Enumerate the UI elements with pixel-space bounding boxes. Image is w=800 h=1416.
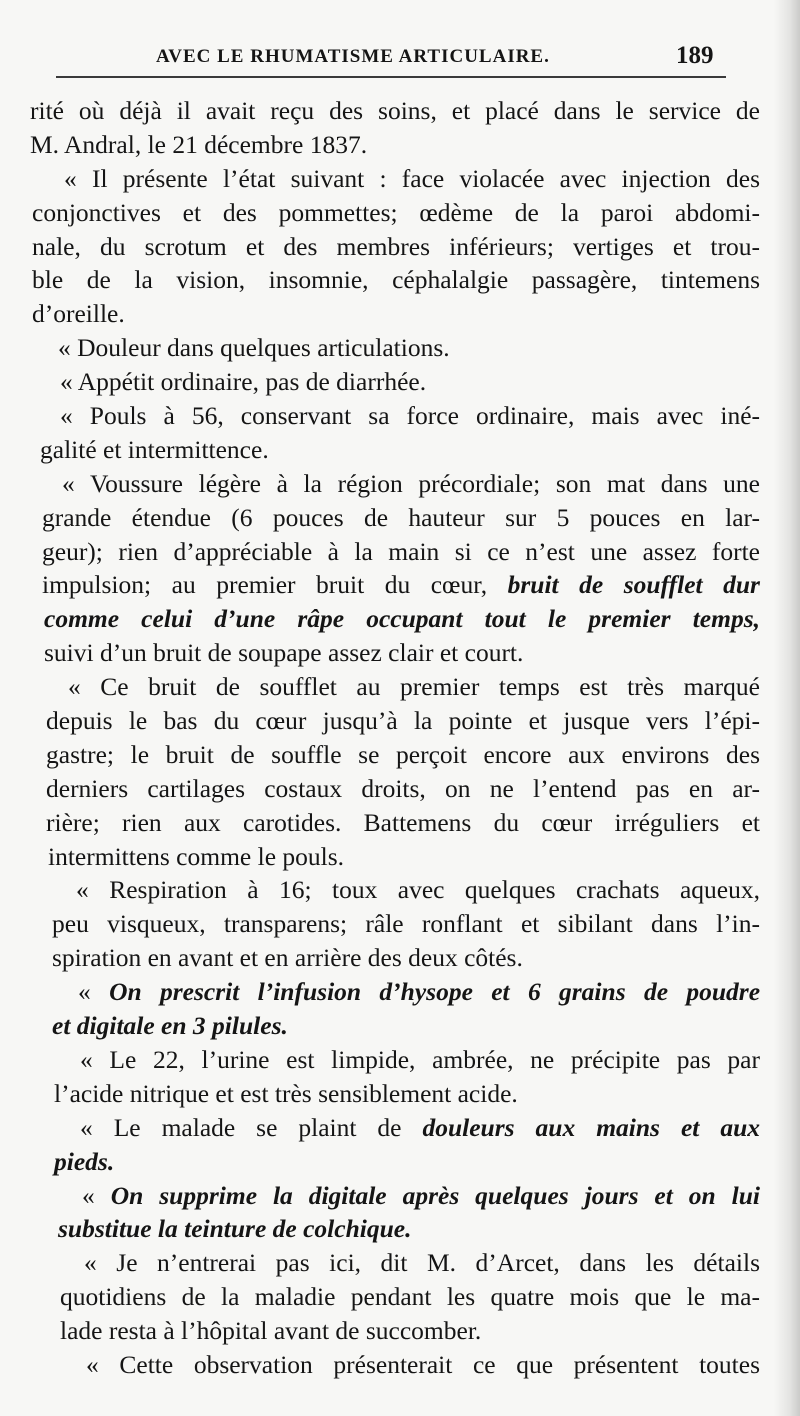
text-line-roman: lade resta à l’hôpital avant de succomber. — [60, 1316, 482, 1346]
body-text — [30, 94, 760, 1382]
text-line-roman: l’acide nitrique et est très sensiblement acide. — [54, 1078, 518, 1108]
text-line — [30, 704, 760, 738]
text-line-roman: M. Andral, le 21 décembre 1837. — [30, 129, 368, 159]
text-line — [30, 738, 760, 772]
text-line-roman: « Respiration à 16; toux avec quelques crachats aqueux, — [76, 875, 760, 905]
text-line — [30, 670, 760, 704]
text-line-roman: « Ce bruit de soufflet au premier temps est très marqué — [68, 672, 760, 702]
text-line-roman: « Douleur dans quelques articulations. — [58, 333, 450, 363]
text-line-roman: « Le malade se plaint de — [80, 1112, 423, 1142]
text-line-roman: quotidiens de la maladie pendant les quatre mois que le ma- — [60, 1282, 760, 1312]
text-line — [30, 1009, 760, 1043]
text-line-roman: intermittens comme le pouls. — [48, 841, 345, 871]
text-line — [30, 568, 760, 602]
text-line-italic: bruit de soufflet dur — [507, 570, 760, 600]
text-line-roman: « Je n’entrerai pas ici, dit M. d’Arcet, dans les détails — [84, 1248, 760, 1278]
text-line-italic: On prescrit l’infusion d’hysope et 6 grains de poudre — [109, 977, 761, 1007]
text-line — [30, 1314, 760, 1348]
text-line-roman: rière; rien aux carotides. Battemens du cœur irréguliers et — [46, 807, 760, 837]
text-line-italic: On supprime la digitale après quelques jours et on lui — [110, 1180, 760, 1210]
page-gutter-shadow — [774, 0, 800, 1416]
text-line — [30, 162, 760, 196]
text-line — [30, 806, 760, 840]
text-line-roman: grande étendue (6 pouces de hauteur sur 5 pouces en lar- — [42, 502, 760, 532]
text-line — [30, 840, 760, 874]
text-line — [30, 128, 760, 162]
text-line — [30, 1043, 760, 1077]
text-line-roman: « Voussure légère à la région précordiale; son mat dans une — [62, 468, 760, 498]
text-line-roman: « Cette observation présenterait ce que présentent toutes — [86, 1349, 760, 1379]
text-line — [30, 433, 760, 467]
text-line-roman: rité où déjà il avait reçu des soins, et placé dans le service de — [30, 96, 760, 125]
text-line — [30, 1212, 760, 1246]
text-line-roman: « Le 22, l’urine est limpide, ambrée, ne précipite pas par — [80, 1044, 760, 1074]
text-line — [30, 1348, 760, 1382]
text-line-italic: comme celui d’une râpe occupant tout le premier temps, — [44, 604, 760, 634]
text-line-roman: nale, du scrotum et des membres inférieurs; vertiges et trou- — [32, 231, 760, 261]
text-line-italic: douleurs aux mains et aux — [422, 1112, 760, 1142]
text-line — [30, 1145, 760, 1179]
text-line — [30, 230, 760, 264]
text-line-roman: gastre; le bruit de souffle se perçoit encore aux environs des — [46, 739, 760, 769]
text-line-italic: substitue la teinture de colchique. — [58, 1214, 412, 1244]
text-line — [30, 1179, 760, 1213]
text-line-roman: « Il présente l’état suivant : face violacée avec injection des — [64, 163, 760, 193]
text-line-roman: impulsion; au premier bruit du cœur, — [42, 570, 508, 600]
running-head: AVEC LE RHUMATISME ARTICULAIRE. — [156, 46, 550, 67]
text-line-roman: depuis le bas du cœur jusqu’à la pointe et jusque vers l’épi- — [46, 706, 760, 736]
text-line — [30, 331, 760, 365]
text-line — [30, 365, 760, 399]
text-line-italic: pieds. — [54, 1146, 115, 1176]
text-line — [30, 1246, 760, 1280]
text-line — [30, 94, 760, 128]
header-rule — [56, 76, 726, 78]
text-line — [30, 196, 760, 230]
text-line — [30, 873, 760, 907]
text-line-roman: geur); rien d’appréciable à la main si ce n’est une assez forte — [42, 536, 760, 566]
text-line-roman: conjonctives et des pommettes; œdème de la paroi abdomi- — [32, 197, 760, 227]
text-line-roman: « — [78, 977, 110, 1007]
text-line — [30, 501, 760, 535]
text-line — [30, 399, 760, 433]
text-line-roman: peu visqueux, transparens; râle ronflant et sibilant dans l’in- — [52, 909, 760, 939]
text-line — [30, 297, 760, 331]
text-line — [30, 535, 760, 569]
text-line — [30, 263, 760, 297]
text-line — [30, 1077, 760, 1111]
text-line — [30, 602, 760, 636]
text-line-roman: « — [82, 1180, 111, 1210]
text-line — [30, 636, 760, 670]
text-line — [30, 772, 760, 806]
page-number: 189 — [676, 42, 714, 69]
text-line-roman: derniers cartilages costaux droits, on ne l’entend pas en ar- — [46, 773, 760, 803]
text-line — [30, 941, 760, 975]
text-line-italic: et digitale en 3 pilules. — [52, 1011, 288, 1041]
text-line — [30, 1111, 760, 1145]
text-line — [30, 907, 760, 941]
text-line-roman: « Appétit ordinaire, pas de diarrhée. — [60, 367, 427, 397]
text-line-roman: galité et intermittence. — [40, 434, 269, 464]
text-line — [30, 467, 760, 501]
page-header — [0, 42, 800, 78]
text-line — [30, 975, 760, 1009]
text-line-roman: « Pouls à 56, conservant sa force ordinaire, mais avec iné- — [60, 401, 760, 431]
text-line-roman: suivi d’un bruit de soupape assez clair et court. — [44, 638, 524, 668]
text-line-roman: spiration en avant et en arrière des deux côtés. — [52, 943, 523, 973]
text-line-roman: ble de la vision, insomnie, céphalalgie passagère, tintemens — [32, 265, 760, 295]
text-line — [30, 1280, 760, 1314]
text-line-roman: d’oreille. — [32, 299, 125, 329]
